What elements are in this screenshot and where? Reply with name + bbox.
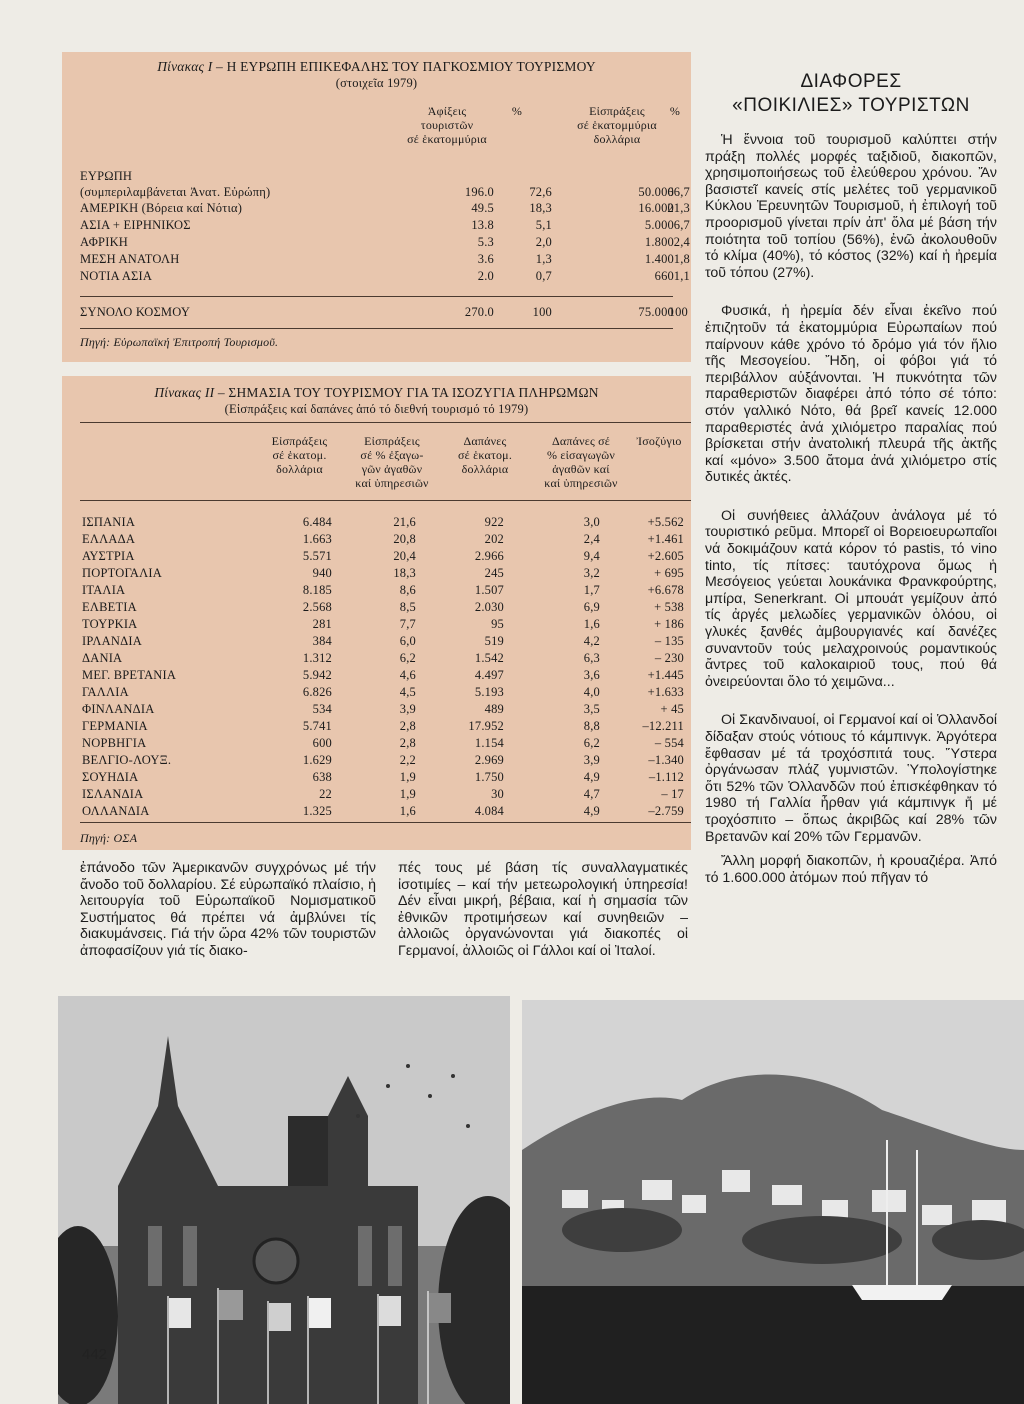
t2-h4-l2: % εἰσαγωγῶν [546, 448, 616, 462]
t2-cell-receipts-pct: 1,9 [399, 770, 416, 784]
t1-row [62, 168, 691, 184]
t1-total-row [62, 304, 691, 320]
t2-header-balance [628, 434, 690, 448]
t1-header-receipts-l2: σέ ἑκατομμύρια [577, 118, 657, 132]
t2-cell-balance: – 17 [661, 787, 684, 801]
t2-cell-receipts-pct: 4,6 [399, 668, 416, 682]
t1-cell-pct2: 2,4 [673, 235, 690, 249]
t1-row [62, 268, 691, 284]
t2-header-spend-pct [526, 434, 636, 490]
t1-cell-arrivals: 196.0 [464, 185, 494, 199]
t2-cell-receipts: 940 [312, 566, 332, 580]
t2-cell-country: ΙΡΛΑΝΔΙΑ [82, 634, 142, 648]
t2-cell-balance: – 230 [654, 651, 684, 665]
t2-cell-country: ΝΟΡΒΗΓΙΑ [82, 736, 147, 750]
t2-cell-spend: 922 [484, 515, 504, 529]
t2-cell-receipts-pct: 6,2 [399, 651, 416, 665]
t1-cell-arrivals: 49.5 [471, 201, 494, 215]
t2-cell-receipts: 5.571 [302, 549, 332, 563]
t2-header-receipts-pct [342, 434, 442, 490]
t1-row [62, 184, 691, 200]
t2-cell-spend: 489 [484, 702, 504, 716]
t2-cell-balance: –1.340 [648, 753, 684, 767]
t1-cell-pct1: 18,3 [529, 201, 552, 215]
t2-h1-l3: δολλάρια [276, 462, 323, 476]
t2-h1-l2: σέ ἑκατομ. [272, 448, 327, 462]
t2-cell-receipts: 534 [312, 702, 332, 716]
t1-divider-top [80, 296, 673, 297]
t2-h4-l4: καί ὑπηρεσιῶν [544, 476, 618, 490]
t2-cell-spend: 1.154 [474, 736, 504, 750]
table-1-subtitle: (στοιχεῖα 1979) [335, 76, 418, 90]
t2-h4-l1: Δαπάνες σέ [551, 434, 611, 448]
t2-cell-receipts: 8.185 [302, 583, 332, 597]
table-2-label: Πίνακας ΙΙ [154, 385, 215, 400]
t1-header-arrivals-l2: τουριστῶν [420, 118, 474, 132]
t2-cell-balance: – 554 [654, 736, 684, 750]
photo-gothic-hall-illustration [58, 996, 510, 1404]
t2-cell-country: ΓΕΡΜΑΝΙΑ [82, 719, 148, 733]
t2-cell-balance: + 186 [654, 617, 684, 631]
t2-divider-body [80, 500, 691, 501]
t1-total-pct1: 100 [532, 305, 552, 319]
t1-cell-arrivals: 3.6 [477, 252, 494, 266]
t2-header-receipts [252, 434, 347, 476]
t2-cell-spend: 95 [491, 617, 504, 631]
t2-cell-spend-pct: 8,8 [583, 719, 600, 733]
page-number: 442 [82, 1346, 108, 1363]
t2-row [62, 616, 691, 632]
t2-row [62, 769, 691, 785]
t1-header-pct2: % [669, 104, 681, 118]
t2-cell-spend: 17.952 [468, 719, 504, 733]
t2-cell-receipts: 600 [312, 736, 332, 750]
t2-cell-receipts-pct: 1,6 [399, 804, 416, 818]
t2-cell-spend: 519 [484, 634, 504, 648]
t2-cell-receipts: 5.942 [302, 668, 332, 682]
t2-cell-country: ΙΣΛΑΝΔΙΑ [82, 787, 144, 801]
table-1-heading: – Η ΕΥΡΩΠΗ ΕΠΙΚΕΦΑΛΗΣ ΤΟΥ ΠΑΓΚΟΣΜΙΟΥ ΤΟΥΡΙΣΜΟΥ [212, 59, 596, 74]
t1-row [62, 200, 691, 216]
t1-cell-region: ΜΕΣΗ ΑΝΑΤΟΛΗ [80, 252, 180, 266]
t1-cell-region: ΝΟΤΙΑ ΑΣΙΑ [80, 269, 153, 283]
t2-cell-receipts-pct: 2,8 [399, 736, 416, 750]
t2-h2-l4: καί ὑπηρεσιῶν [355, 476, 429, 490]
t2-cell-country: ΙΣΠΑΝΙΑ [82, 515, 136, 529]
t2-cell-spend-pct: 4,2 [583, 634, 600, 648]
t2-cell-country: ΔΑΝΙΑ [82, 651, 123, 665]
t2-h3-l2: σέ ἑκατομ. [457, 448, 513, 462]
t1-cell-region: (συμπεριλαμβάνεται Ἀνατ. Εὐρώπη) [80, 185, 271, 199]
t2-row [62, 531, 691, 547]
article-right-column [705, 70, 997, 886]
t2-cell-spend-pct: 3,0 [583, 515, 600, 529]
t2-cell-spend: 1.750 [474, 770, 504, 784]
t2-cell-receipts-pct: 20,4 [393, 549, 416, 563]
t2-cell-receipts: 1.663 [302, 532, 332, 546]
t2-cell-spend: 202 [484, 532, 504, 546]
t2-cell-spend-pct: 6,3 [583, 651, 600, 665]
t2-cell-country: ΒΕΛΓΙΟ-ΛΟΥΞ. [82, 753, 172, 767]
t1-cell-pct1: 2,0 [535, 235, 552, 249]
t2-cell-receipts: 384 [312, 634, 332, 648]
t2-h3-l1: Δαπάνες [463, 434, 507, 448]
t2-cell-spend-pct: 4,7 [583, 787, 600, 801]
t2-h3-l3: δολλάρια [461, 462, 509, 476]
t2-cell-receipts-pct: 2,2 [399, 753, 416, 767]
t1-header-arrivals-l1: Ἀφίξεις [427, 104, 467, 118]
t2-cell-receipts-pct: 2,8 [399, 719, 416, 733]
t2-cell-country: ΣΟΥΗΔΙΑ [82, 770, 139, 784]
t1-row [62, 217, 691, 233]
t2-row [62, 786, 691, 802]
t2-cell-spend-pct: 6,2 [583, 736, 600, 750]
t2-h2-l1: Εἰσπράξεις [364, 434, 420, 448]
t1-cell-receipts: 5.000 [644, 218, 674, 232]
t2-cell-spend-pct: 4,0 [583, 685, 600, 699]
t2-row [62, 650, 691, 666]
t2-cell-spend-pct: 4,9 [583, 770, 600, 784]
t1-cell-pct2: 6,7 [673, 218, 690, 232]
t2-cell-balance: +5.562 [647, 515, 684, 529]
t2-cell-spend-pct: 4,9 [583, 804, 600, 818]
t2-cell-spend-pct: 1,6 [583, 617, 600, 631]
t2-cell-receipts-pct: 4,5 [399, 685, 416, 699]
article-title-line2: «ΠΟΙΚΙΛΙΕΣ» ΤΟΥΡΙΣΤΩΝ [732, 95, 970, 116]
t2-row [62, 752, 691, 768]
t1-total-arrivals: 270.0 [464, 305, 494, 319]
t2-cell-balance: + 45 [660, 702, 684, 716]
t2-cell-spend: 2.030 [474, 600, 504, 614]
t1-total-label: ΣΥΝΟΛΟ ΚΟΣΜΟΥ [80, 305, 191, 319]
t2-cell-spend: 1.542 [474, 651, 504, 665]
t1-cell-pct1: 5,1 [535, 218, 552, 232]
t2-cell-country: ΓΑΛΛΙΑ [82, 685, 129, 699]
t2-cell-spend: 30 [491, 787, 504, 801]
t2-cell-receipts: 1.629 [302, 753, 332, 767]
t2-cell-receipts-pct: 7,7 [399, 617, 416, 631]
article-bottom-column-2: πές τους μέ βάση τίς συναλλαγματικές ἰσοτιμίες – καί τήν μετεωρολογική ὑπηρεσία! Δέν εἶναι μικρή, βέβαια, καί ἡ σημασία τῶν ἐθνικῶν προτιμήσεων καί συνηθειῶν – ἀλλοιῶς ὀργανώνονται γιά διακοπές οἱ Γερμανοί, ἀλλοιῶς οἱ Γάλλοι καί οἱ Ἰταλοί. [398, 860, 688, 959]
t2-cell-country: ΟΛΛΑΝΔΙΑ [82, 804, 150, 818]
t2-cell-receipts: 5.741 [302, 719, 332, 733]
t1-cell-pct1: 1,3 [535, 252, 552, 266]
t2-cell-receipts-pct: 8,6 [399, 583, 416, 597]
t1-cell-pct2: 1,1 [673, 269, 690, 283]
t1-header-receipts-l1: Εἰσπράξεις [589, 104, 645, 118]
t1-cell-pct1: 72,6 [529, 185, 552, 199]
t2-cell-balance: +6.678 [647, 583, 684, 597]
article-paragraph-4: Οἱ Σκανδιναυοί, οἱ Γερμανοί καί οἱ Ὁλλανδοί δίδαξαν στούς νότιους τό κάμπινγκ. Ἀργότερα ἔφθασαν μέ τά τροχόσπιτά τους. Ὕστερα ὀργάνωσαν πλάζ γυμνιστῶν. Ὑπολογίστηκε ὅτι 52% τῶν Ὁλλανδῶν πού ἐπισκέφθηκαν τό 1980 τή Γαλλία ἦρθαν γιά κάμπινγκ ἤ μέ τροχόσπιτο – ὅπως ἀκριβῶς καί 28% τῶν Βρετανῶν καί 20% τῶν Γερμανῶν. [705, 712, 997, 845]
t1-header-arrivals [402, 104, 492, 146]
t1-cell-region: ΕΥΡΩΠΗ [80, 169, 133, 183]
t2-divider-bottom [80, 822, 691, 823]
t2-cell-receipts: 6.484 [302, 515, 332, 529]
t1-cell-receipts: 16.000 [638, 201, 674, 215]
t2-cell-country: ΑΥΣΤΡΙΑ [82, 549, 135, 563]
t2-h4-l3: ἀγαθῶν καί [552, 462, 610, 476]
t2-cell-spend-pct: 3,6 [583, 668, 600, 682]
t1-cell-pct2: 1,8 [673, 252, 690, 266]
t1-cell-receipts: 660 [654, 269, 674, 283]
t2-cell-country: ΜΕΓ. ΒΡΕΤΑΝΙΑ [82, 668, 177, 682]
t1-cell-region: ΑΜΕΡΙΚΗ (Βόρεια καί Νότια) [80, 201, 243, 215]
article-bottom-column-1: ἐπάνοδο τῶν Ἀμερικανῶν συγχρόνως μέ τήν ἄνοδο τοῦ δολλαρίου. Σέ εὐρωπαϊκό πλαίσιο, ἡ λειτουργία τοῦ Εὐρωπαϊκοῦ Νομισματικοῦ Συστήματος θά πρέπει νά ἀμβλύνει τίς διακυμάνσεις. Γιά τήν ὥρα 42% τῶν τουριστῶν ἀποφασίζουν γιά τίς διακο- [80, 860, 376, 959]
t2-cell-balance: + 538 [654, 600, 684, 614]
t2-row [62, 582, 691, 598]
t2-cell-balance: +2.605 [647, 549, 684, 563]
t1-cell-pct2: 21,3 [667, 201, 690, 215]
t2-header-spend [440, 434, 530, 476]
table-2 [62, 376, 691, 850]
table-1-label: Πίνακας Ι [157, 59, 213, 74]
t2-cell-receipts: 1.325 [302, 804, 332, 818]
t1-cell-receipts: 1.400 [644, 252, 674, 266]
t1-total-pct2: 100 [668, 305, 688, 319]
t2-cell-receipts-pct: 21,6 [393, 515, 416, 529]
t2-cell-country: ΕΛΒΕΤΙΑ [82, 600, 137, 614]
t2-h2-l2: σέ % ἐξαγω- [360, 448, 424, 462]
t2-cell-spend-pct: 9,4 [583, 549, 600, 563]
t2-cell-spend: 4.497 [474, 668, 504, 682]
t1-header-receipts [562, 104, 672, 146]
t2-cell-receipts-pct: 6,0 [399, 634, 416, 648]
t2-cell-spend-pct: 3,2 [583, 566, 600, 580]
article-paragraph-5: Ἄλλη μορφή διακοπῶν, ἡ κρουαζιέρα. Ἀπό τό 1.600.000 ἀτόμων πού πῆγαν τό [705, 853, 997, 886]
t2-row [62, 803, 691, 819]
t2-cell-balance: – 135 [654, 634, 684, 648]
t2-cell-receipts: 6.826 [302, 685, 332, 699]
t1-cell-arrivals: 13.8 [471, 218, 494, 232]
table-2-subtitle: (Εἰσπράξεις καί δαπάνες ἀπό τό διεθνή τουρισμό τό 1979) [224, 402, 529, 416]
t2-h5-l1: Ἰσοζύγιο [636, 434, 682, 448]
t2-row [62, 548, 691, 564]
t1-cell-receipts: 1.800 [644, 235, 674, 249]
t2-cell-receipts: 1.312 [302, 651, 332, 665]
t2-cell-balance: –1.112 [648, 770, 684, 784]
t2-cell-receipts-pct: 1,9 [399, 787, 416, 801]
t1-cell-pct2: 66,7 [667, 185, 690, 199]
article-paragraph-2: Φυσικά, ἡ ἠρεμία δέν εἶναι ἐκεῖνο πού ἐπιζητοῦν τά ἑκατομμύρια Εὐρωπαίων πού παίρνουν κάθε χρόνο τό δρόμο γιά τόν ἥλιο τῆς Μεσογείου. Ἤδη, οἱ φόβοι γιά τό περιβάλλον αὐξάνονται. Ἡ πυκνότητα τῶν παραθεριστῶν διαφέρει ἀπό τόπο σέ τόπο: στόν γαλλικό Νότο, θά βρεῖ κανείς 12.000 παραθεριστές ἀνά χιλιόμετρο παραλίας πού βρίσκεται στήν ἀνατολική πλευρά τῆς ἀκτῆς καί «μόνο» 3.500 ἄτομα ἀνά χιλιόμετρο στίς δυτικές ἀκτές. [705, 303, 997, 486]
t2-cell-spend-pct: 3,5 [583, 702, 600, 716]
t2-cell-spend-pct: 3,9 [583, 753, 600, 767]
t2-cell-spend: 2.966 [474, 549, 504, 563]
t2-cell-country: ΠΟΡΤΟΓΑΛΙΑ [82, 566, 163, 580]
t1-cell-pct1: 0,7 [535, 269, 552, 283]
t2-cell-country: ΤΟΥΡΚΙΑ [82, 617, 138, 631]
t2-divider-header [80, 422, 691, 423]
t1-cell-region: ΑΣΙΑ + ΕΙΡΗΝΙΚΟΣ [80, 218, 191, 232]
t2-cell-receipts: 22 [319, 787, 332, 801]
t2-cell-spend: 1.507 [474, 583, 504, 597]
t1-cell-arrivals: 5.3 [477, 235, 494, 249]
t2-cell-receipts-pct: 3,9 [399, 702, 416, 716]
t2-cell-receipts: 281 [312, 617, 332, 631]
t2-cell-spend-pct: 2,4 [583, 532, 600, 546]
t2-cell-receipts-pct: 18,3 [393, 566, 416, 580]
t2-cell-spend: 5.193 [474, 685, 504, 699]
table-1 [62, 52, 691, 362]
t2-cell-balance: –2.759 [648, 804, 684, 818]
t1-header-pct1: % [511, 104, 523, 118]
photo-harbour-illustration [522, 1000, 1024, 1404]
t2-row [62, 667, 691, 683]
t2-cell-balance: + 695 [654, 566, 684, 580]
t2-source: Πηγή: ΟΣΑ [80, 831, 138, 845]
t2-cell-spend: 4.084 [474, 804, 504, 818]
t2-cell-balance: +1.445 [647, 668, 684, 682]
t1-cell-region: ΑΦΡΙΚΗ [80, 235, 129, 249]
t1-row [62, 251, 691, 267]
t2-row [62, 718, 691, 734]
t2-cell-country: ΦΙΝΛΑΝΔΙΑ [82, 702, 155, 716]
t2-row [62, 735, 691, 751]
photo-harbour-island-sailboat [522, 1000, 1024, 1404]
t2-row [62, 701, 691, 717]
t2-row [62, 633, 691, 649]
article-title-line1: ΔΙΑΦΟΡΕΣ [800, 71, 902, 92]
t1-total-receipts: 75.000 [638, 305, 674, 319]
t2-cell-balance: +1.633 [647, 685, 684, 699]
t2-row [62, 599, 691, 615]
article-title [705, 70, 997, 118]
t1-divider-bottom [80, 328, 673, 329]
t1-source: Πηγή: Εὐρωπαϊκή Ἐπιτροπή Τουρισμοῦ. [80, 335, 279, 349]
t2-cell-receipts: 2.568 [302, 600, 332, 614]
photo-gothic-hall-with-flags [58, 996, 510, 1404]
table-2-heading: – ΣΗΜΑΣΙΑ ΤΟΥ ΤΟΥΡΙΣΜΟΥ ΓΙΑ ΤΑ ΙΣΟΖΥΓΙΑ ΠΛΗΡΩΜΩΝ [214, 385, 599, 400]
t2-cell-spend-pct: 1,7 [583, 583, 600, 597]
article-paragraph-3: Οἱ συνήθειες ἀλλάζουν ἀνάλογα μέ τό τουριστικό ρεῦμα. Μπορεῖ οἱ Βορειοευρωπαῖοι νά δοκιμάζουν κατά κόρον τό pastis, τό vino tinto, τίς πίτσες: ταυτόχρονα ὅμως ἡ Μεσόγειος γεύεται λουκάνικα Φρανκφούρτης, μπίρα, Senerkrant. Οἱ μπουάτ γεμίζουν ἀπό τίς ἀργές μελωδίες γερμανικῶν ὁλόου, οἱ γλυκές ξανθές ἀμβουργιανές καί δανέζες συναντοῦν τούς μελαχροινούς ρομαντικούς ἄντρες τοῦ καλοκαιριοῦ τους, πού θά ὀνειρεύονται ὅλο τό χειμῶνα... [705, 507, 997, 690]
t2-row [62, 684, 691, 700]
article-paragraph-1: Ἡ ἔννοια τοῦ τουρισμοῦ καλύπτει στήν πράξη πολλές μορφές ταξιδιοῦ, διακοπῶν, χρησιμοποιήσεως τοῦ ἐλεύθερου χρόνου. Ἄν βασιστεῖ κανείς στίς μελέτες τοῦ γερμανικοῦ Κύκλου Ἐρευνητῶν Τουρισμοῦ, ἡ ἐπιλογή τοῦ προορισμοῦ γίνεται πρίν ἀπ' ὅλα μέ βάση τήν ποιότητα τοῦ τοπίου (56%), ἐνῶ ἀκολουθοῦν τό κλίμα (40%), τό κόστος (32%) καί ἡ ἠρεμία τοῦ τόπου (27%). [705, 132, 997, 281]
t1-header-receipts-l3: δολλάρια [593, 132, 641, 146]
t1-cell-receipts: 50.000 [638, 185, 674, 199]
t2-cell-spend-pct: 6,9 [583, 600, 600, 614]
t2-h1-l1: Εἰσπράξεις [271, 434, 328, 448]
t1-row [62, 234, 691, 250]
t2-h2-l3: γῶν ἀγαθῶν [361, 462, 423, 476]
t2-cell-balance: +1.461 [647, 532, 684, 546]
t2-cell-spend: 245 [484, 566, 504, 580]
t1-header-arrivals-l3: σέ ἑκατομμύρια [407, 132, 487, 146]
table-1-title [62, 58, 691, 75]
t2-row [62, 514, 691, 530]
t2-cell-country: ΙΤΑΛΙΑ [82, 583, 126, 597]
t2-cell-spend: 2.969 [474, 753, 504, 767]
t1-cell-arrivals: 2.0 [477, 269, 494, 283]
t2-cell-balance: –12.211 [642, 719, 684, 733]
t2-cell-receipts-pct: 8,5 [399, 600, 416, 614]
t2-cell-country: ΕΛΛΑΔΑ [82, 532, 136, 546]
t2-cell-receipts-pct: 20,8 [393, 532, 416, 546]
t2-cell-receipts: 638 [312, 770, 332, 784]
table-2-title [62, 384, 691, 401]
t2-row [62, 565, 691, 581]
